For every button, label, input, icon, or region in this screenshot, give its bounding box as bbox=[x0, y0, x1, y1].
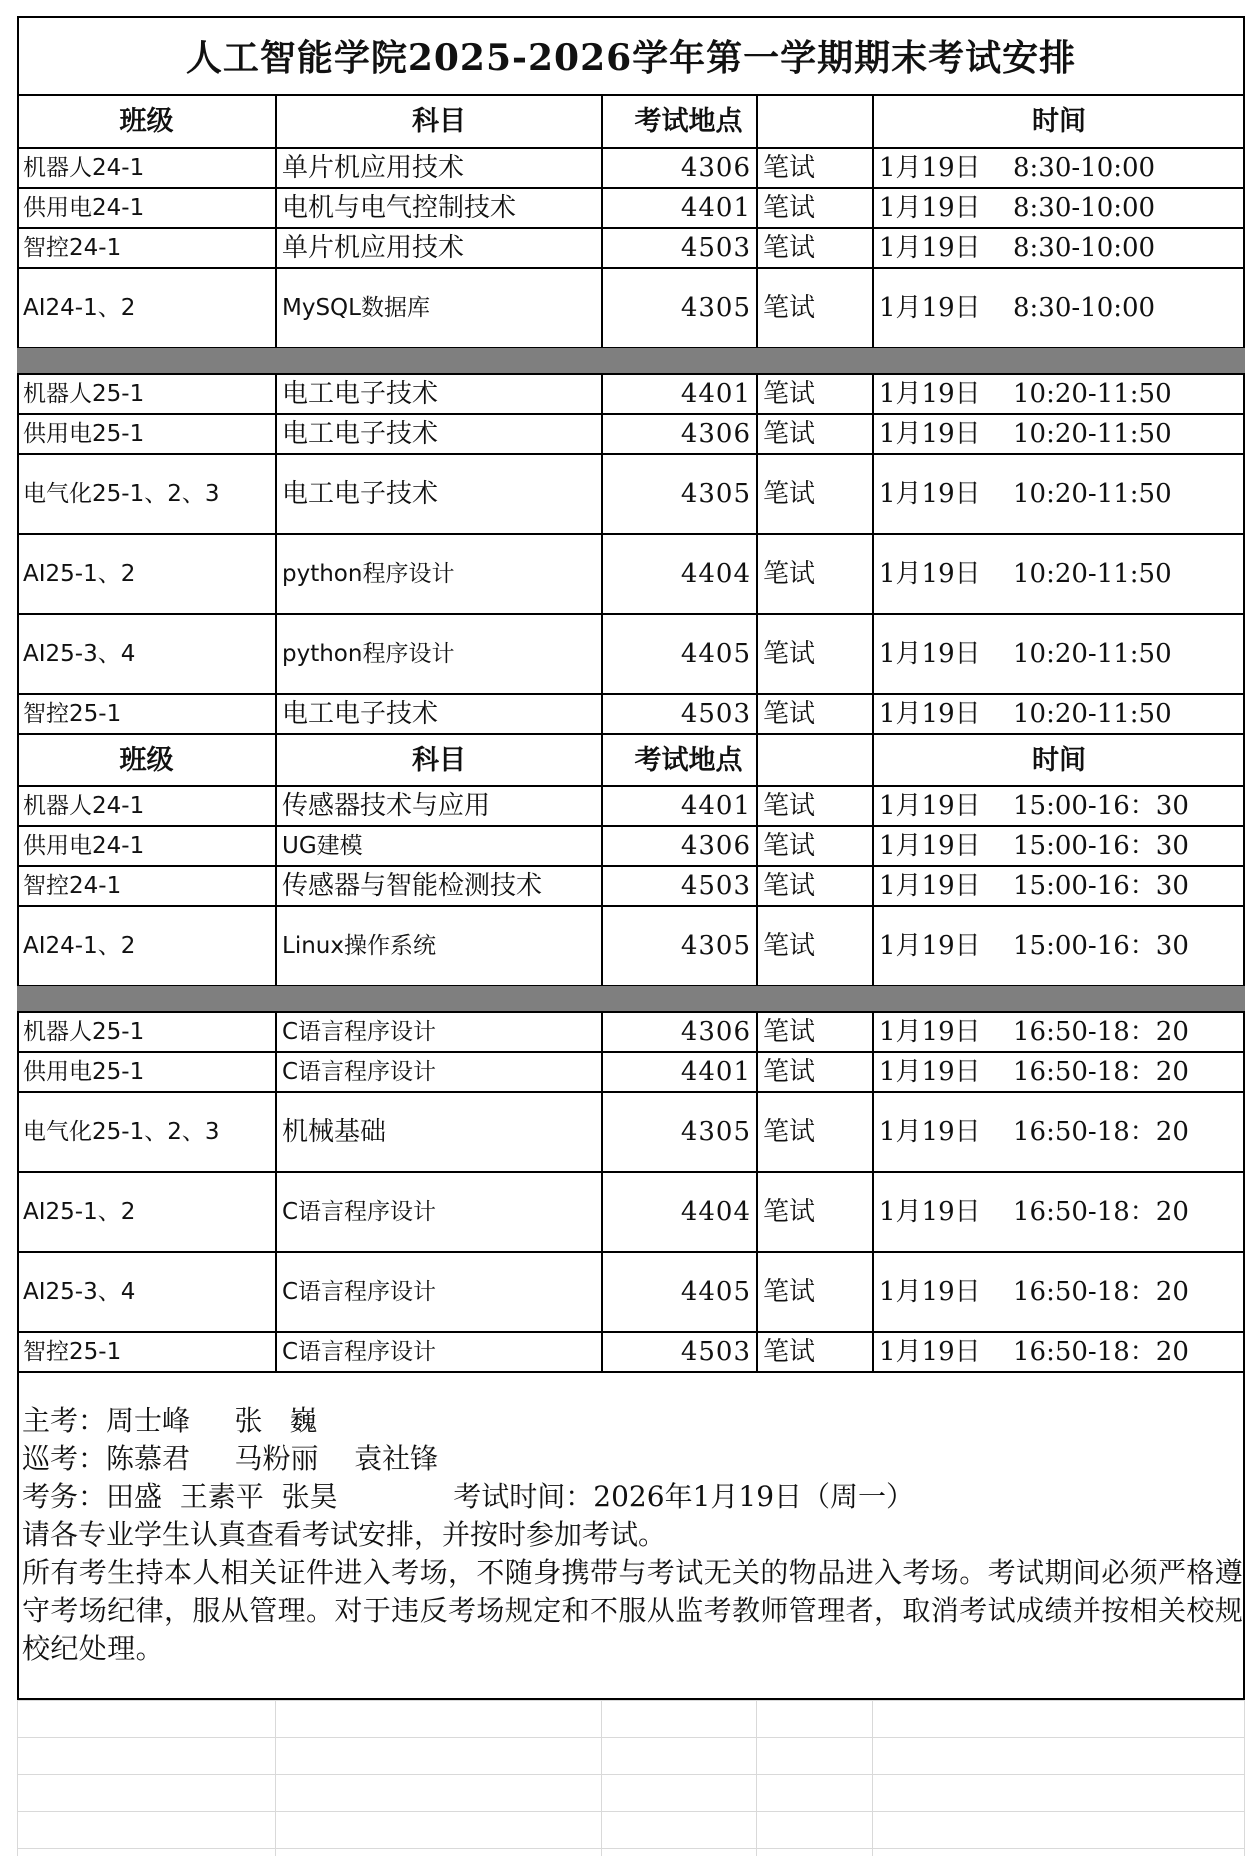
class-cell: AI24-1、2 bbox=[23, 294, 136, 321]
room-cell: 4306 bbox=[680, 153, 751, 183]
subject-cell: 机械基础 bbox=[282, 1117, 387, 1147]
exam-mode-cell: 笔试 bbox=[763, 153, 816, 183]
subject-cell: C语言程序设计 bbox=[282, 1018, 437, 1045]
session-separator bbox=[17, 986, 1245, 1012]
date-cell: 1月19日 bbox=[879, 233, 981, 263]
room-cell: 4405 bbox=[680, 1277, 751, 1307]
session-separator bbox=[17, 348, 1245, 374]
subject-cell: 电工电子技术 bbox=[282, 479, 439, 509]
exam-mode-cell: 笔试 bbox=[763, 1277, 816, 1307]
subject-cell: 单片机应用技术 bbox=[282, 153, 465, 183]
exam-mode-cell: 笔试 bbox=[763, 559, 816, 589]
reminder-line: 请各专业学生认真查看考试安排，并按时参加考试。 bbox=[22, 1518, 667, 1551]
page-title: 人工智能学院2025-2026学年第一学期期末考试安排 bbox=[185, 36, 1077, 79]
subject-cell: 电工电子技术 bbox=[282, 699, 439, 729]
class-cell: 智控24-1 bbox=[23, 872, 122, 899]
room-cell: 4503 bbox=[680, 871, 751, 901]
date-cell: 1月19日 bbox=[879, 1277, 981, 1307]
class-cell: 供用电24-1 bbox=[23, 832, 145, 859]
room-cell: 4401 bbox=[680, 379, 751, 409]
exam-mode-cell: 笔试 bbox=[763, 193, 816, 223]
room-cell: 4305 bbox=[680, 1117, 751, 1147]
time-slot-cell: 8:30-10:00 bbox=[1013, 233, 1156, 263]
date-cell: 1月19日 bbox=[879, 931, 981, 961]
time-slot-cell: 15:00-16：30 bbox=[1013, 791, 1189, 821]
time-slot-cell: 8:30-10:00 bbox=[1013, 153, 1156, 183]
exam-mode-cell: 笔试 bbox=[763, 233, 816, 263]
class-cell: 机器人24-1 bbox=[23, 154, 145, 181]
room-cell: 4405 bbox=[680, 639, 751, 669]
subject-cell: 传感器与智能检测技术 bbox=[282, 871, 543, 901]
class-cell: 机器人24-1 bbox=[23, 792, 145, 819]
date-cell: 1月19日 bbox=[879, 791, 981, 821]
subject-cell: C语言程序设计 bbox=[282, 1058, 437, 1085]
empty-grid-row bbox=[17, 1811, 1245, 1812]
class-cell: 供用电25-1 bbox=[23, 1058, 145, 1085]
exam-mode-cell: 笔试 bbox=[763, 293, 816, 323]
date-cell: 1月19日 bbox=[879, 293, 981, 323]
subject-cell: C语言程序设计 bbox=[282, 1198, 437, 1225]
date-cell: 1月19日 bbox=[879, 871, 981, 901]
class-cell: AI25-1、2 bbox=[23, 1198, 136, 1225]
exam-mode-cell: 笔试 bbox=[763, 699, 816, 729]
room-cell: 4401 bbox=[680, 1057, 751, 1087]
date-cell: 1月19日 bbox=[879, 639, 981, 669]
subject-cell: 电机与电气控制技术 bbox=[282, 193, 517, 223]
empty-grid-column bbox=[275, 1700, 276, 1856]
rules-paragraph: 所有考生持本人相关证件进入考场，不随身携带与考试无关的物品进入考场。考试期间必须严格遵守考场纪律，服从管理。对于违反考场规定和不服从监考教师管理者，取消考试成绩并按相关校规校纪处理。 bbox=[22, 1556, 1244, 1665]
date-cell: 1月19日 bbox=[879, 193, 981, 223]
class-cell: 智控24-1 bbox=[23, 234, 122, 261]
exam-mode-cell: 笔试 bbox=[763, 1337, 816, 1367]
subject-cell: UG建模 bbox=[282, 832, 363, 859]
date-cell: 1月19日 bbox=[879, 479, 981, 509]
empty-grid-row bbox=[17, 1700, 1245, 1701]
date-cell: 1月19日 bbox=[879, 419, 981, 449]
room-cell: 4503 bbox=[680, 233, 751, 263]
class-cell: 供用电24-1 bbox=[23, 194, 145, 221]
class-cell: 机器人25-1 bbox=[23, 1018, 145, 1045]
time-slot-cell: 10:20-11:50 bbox=[1013, 639, 1172, 669]
empty-grid-row bbox=[17, 1848, 1245, 1849]
header-room: 考试地点 bbox=[634, 744, 743, 776]
header-subject: 科目 bbox=[412, 106, 466, 137]
subject-cell: Linux操作系统 bbox=[282, 932, 436, 959]
exam-mode-cell: 笔试 bbox=[763, 479, 816, 509]
empty-grid-column bbox=[1244, 1700, 1245, 1856]
date-cell: 1月19日 bbox=[879, 1197, 981, 1227]
class-cell: 智控25-1 bbox=[23, 700, 122, 727]
subject-cell: 单片机应用技术 bbox=[282, 233, 465, 263]
header-subject: 科目 bbox=[412, 744, 466, 776]
time-slot-cell: 15:00-16：30 bbox=[1013, 931, 1189, 961]
time-slot-cell: 15:00-16：30 bbox=[1013, 831, 1189, 861]
empty-grid-column bbox=[601, 1700, 602, 1856]
subject-cell: python程序设计 bbox=[282, 560, 455, 587]
frame-top bbox=[17, 16, 1245, 18]
room-cell: 4305 bbox=[680, 931, 751, 961]
class-cell: AI25-1、2 bbox=[23, 560, 136, 587]
time-slot-cell: 8:30-10:00 bbox=[1013, 193, 1156, 223]
room-cell: 4305 bbox=[680, 293, 751, 323]
class-cell: 电气化25-1、2、3 bbox=[23, 1118, 220, 1145]
subject-cell: 电工电子技术 bbox=[282, 379, 439, 409]
exam-mode-cell: 笔试 bbox=[763, 1117, 816, 1147]
date-cell: 1月19日 bbox=[879, 831, 981, 861]
class-cell: 智控25-1 bbox=[23, 1338, 122, 1365]
empty-grid-column bbox=[872, 1700, 873, 1856]
exam-mode-cell: 笔试 bbox=[763, 831, 816, 861]
exam-notes bbox=[22, 1402, 1244, 1668]
time-slot-cell: 16:50-18：20 bbox=[1013, 1057, 1189, 1087]
subject-cell: C语言程序设计 bbox=[282, 1338, 437, 1365]
time-slot-cell: 10:20-11:50 bbox=[1013, 419, 1172, 449]
room-cell: 4401 bbox=[680, 193, 751, 223]
room-cell: 4401 bbox=[680, 791, 751, 821]
row-divider bbox=[17, 1371, 1245, 1373]
class-cell: AI24-1、2 bbox=[23, 932, 136, 959]
class-cell: 电气化25-1、2、3 bbox=[23, 480, 220, 507]
room-cell: 4306 bbox=[680, 419, 751, 449]
time-slot-cell: 16:50-18：20 bbox=[1013, 1017, 1189, 1047]
room-cell: 4305 bbox=[680, 479, 751, 509]
room-cell: 4503 bbox=[680, 1337, 751, 1367]
exam-mode-cell: 笔试 bbox=[763, 791, 816, 821]
time-slot-cell: 10:20-11:50 bbox=[1013, 479, 1172, 509]
class-cell: 供用电25-1 bbox=[23, 420, 145, 447]
subject-cell: C语言程序设计 bbox=[282, 1278, 437, 1305]
empty-grid-row bbox=[17, 1737, 1245, 1738]
room-cell: 4404 bbox=[680, 559, 751, 589]
date-cell: 1月19日 bbox=[879, 1057, 981, 1087]
date-cell: 1月19日 bbox=[879, 1017, 981, 1047]
exam-mode-cell: 笔试 bbox=[763, 931, 816, 961]
subject-cell: python程序设计 bbox=[282, 640, 455, 667]
header-class: 班级 bbox=[119, 106, 174, 137]
time-slot-cell: 8:30-10:00 bbox=[1013, 293, 1156, 323]
empty-grid-column bbox=[756, 1700, 757, 1856]
empty-grid-row bbox=[17, 1774, 1245, 1775]
room-cell: 4306 bbox=[680, 1017, 751, 1047]
exam-mode-cell: 笔试 bbox=[763, 419, 816, 449]
time-slot-cell: 10:20-11:50 bbox=[1013, 379, 1172, 409]
date-cell: 1月19日 bbox=[879, 699, 981, 729]
time-slot-cell: 15:00-16：30 bbox=[1013, 871, 1189, 901]
exam-affairs-line: 考务：田盛 王素平 张昊 考试时间：2026年1月19日（周一） bbox=[22, 1480, 915, 1513]
exam-mode-cell: 笔试 bbox=[763, 379, 816, 409]
time-slot-cell: 16:50-18：20 bbox=[1013, 1117, 1189, 1147]
subject-cell: MySQL数据库 bbox=[282, 294, 430, 321]
time-slot-cell: 16:50-18：20 bbox=[1013, 1197, 1189, 1227]
header-class: 班级 bbox=[119, 744, 174, 776]
exam-mode-cell: 笔试 bbox=[763, 1017, 816, 1047]
date-cell: 1月19日 bbox=[879, 379, 981, 409]
time-slot-cell: 16:50-18：20 bbox=[1013, 1277, 1189, 1307]
time-slot-cell: 16:50-18：20 bbox=[1013, 1337, 1189, 1367]
room-cell: 4306 bbox=[680, 831, 751, 861]
class-cell: AI25-3、4 bbox=[23, 640, 136, 667]
date-cell: 1月19日 bbox=[879, 1337, 981, 1367]
date-cell: 1月19日 bbox=[879, 1117, 981, 1147]
class-cell: AI25-3、4 bbox=[23, 1278, 136, 1305]
exam-mode-cell: 笔试 bbox=[763, 871, 816, 901]
exam-mode-cell: 笔试 bbox=[763, 1057, 816, 1087]
chief-examiner-line: 主考：周士峰 张 巍 bbox=[22, 1404, 318, 1437]
exam-mode-cell: 笔试 bbox=[763, 1197, 816, 1227]
room-cell: 4503 bbox=[680, 699, 751, 729]
time-slot-cell: 10:20-11:50 bbox=[1013, 699, 1172, 729]
empty-grid-column bbox=[17, 1700, 18, 1856]
header-room: 考试地点 bbox=[634, 106, 743, 137]
class-cell: 机器人25-1 bbox=[23, 380, 145, 407]
header-time: 时间 bbox=[1032, 744, 1086, 776]
exam-mode-cell: 笔试 bbox=[763, 639, 816, 669]
patrol-examiner-line: 巡考：陈慕君 马粉丽 袁社锋 bbox=[22, 1442, 439, 1475]
header-time: 时间 bbox=[1032, 106, 1086, 137]
time-slot-cell: 10:20-11:50 bbox=[1013, 559, 1172, 589]
subject-cell: 传感器技术与应用 bbox=[282, 791, 491, 821]
subject-cell: 电工电子技术 bbox=[282, 419, 439, 449]
date-cell: 1月19日 bbox=[879, 559, 981, 589]
date-cell: 1月19日 bbox=[879, 153, 981, 183]
room-cell: 4404 bbox=[680, 1197, 751, 1227]
